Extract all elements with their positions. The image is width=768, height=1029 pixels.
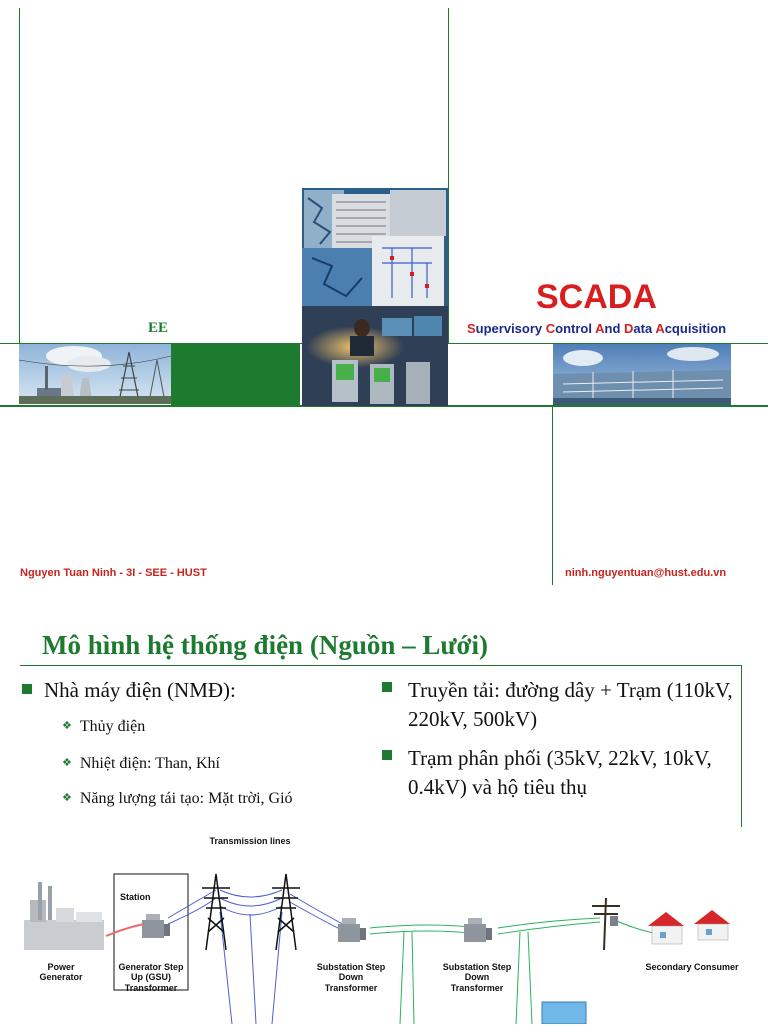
power-grid-diagram — [20, 832, 768, 1024]
substation-transformer-icon — [338, 918, 366, 942]
transmission-tower-icon — [202, 874, 230, 950]
secondary-consumer-label: Secondary Consumer — [645, 962, 739, 972]
vertical-line-right — [552, 405, 553, 585]
subtitle-part: upervisory — [475, 321, 546, 336]
bullet-square — [382, 750, 392, 760]
transmission-lines-label: Transmission lines — [209, 836, 291, 846]
gsu-label: Generator Step Up (GSU) Transformer — [118, 962, 184, 993]
subtitle-part: cquisition — [664, 321, 727, 336]
scada-subtitle — [467, 321, 726, 336]
substation-transformer-icon — [464, 918, 492, 942]
subtitle-part: D — [624, 321, 634, 336]
subtitle-part: A — [595, 321, 605, 336]
subtitle-part: nd — [604, 321, 624, 336]
substation-1-label: Substation Step Down Transformer — [316, 962, 386, 993]
bullet-square — [382, 682, 392, 692]
control-room-image — [302, 188, 448, 406]
power-generator-label: Power Generator — [39, 962, 83, 983]
bullet-distribution — [382, 744, 742, 803]
bullet-square — [22, 684, 32, 694]
subtitle-part: ontrol — [555, 321, 596, 336]
bullet-text: Nhà máy điện (NMĐ): — [44, 678, 236, 702]
bullet-power-plants — [22, 676, 236, 705]
subtitle-part: C — [545, 321, 556, 336]
substation-2-label: Substation Step Down Transformer — [442, 962, 512, 993]
diamond-icon: ❖ — [62, 757, 72, 769]
power-generator-icon — [24, 882, 104, 950]
slide-title: Mô hình hệ thống điện (Nguồn – Lưới) — [42, 630, 489, 660]
diamond-icon: ❖ — [62, 792, 72, 804]
vertical-line-left — [19, 8, 20, 344]
bullet-text: Truyền tải: đường dây + Trạm (110kV, 220kV, 500kV) — [408, 678, 733, 732]
vertical-line-center — [448, 8, 449, 344]
sub-bullet-thermal: ❖ Nhiệt điện: Than, Khí — [62, 755, 220, 772]
diamond-icon: ❖ — [62, 720, 72, 732]
subtitle-part: A — [655, 321, 665, 336]
subtitle-part: ata — [633, 321, 656, 336]
email-text: ninh.nguyentuan@hust.edu.vn — [565, 567, 727, 579]
power-plant-image — [19, 344, 171, 404]
gsu-transformer-icon — [142, 914, 170, 938]
bullet-transmission — [382, 676, 742, 735]
sub-bullet-renewable: ❖ Năng lượng tái tạo: Mặt trời, Gió — [62, 790, 293, 807]
author-text: Nguyen Tuan Ninh - 3I - SEE - HUST — [20, 567, 207, 579]
slide-2 — [0, 600, 768, 1024]
station-label: Station — [120, 892, 151, 902]
scada-title: SCADA — [536, 278, 657, 316]
title-underline — [20, 665, 742, 666]
ee-label: EE — [148, 320, 169, 336]
green-block — [171, 344, 300, 405]
substation-image — [553, 344, 731, 405]
house-icon — [694, 910, 730, 940]
sub-bullet-hydro: ❖ Thủy điện — [62, 718, 146, 735]
transmission-tower-icon — [272, 874, 300, 950]
bullet-text: Trạm phân phối (35kV, 22kV, 10kV, 0.4kV) và hộ tiêu thụ — [408, 746, 712, 800]
house-icon — [648, 912, 684, 944]
subtitle-part: S — [467, 321, 476, 336]
